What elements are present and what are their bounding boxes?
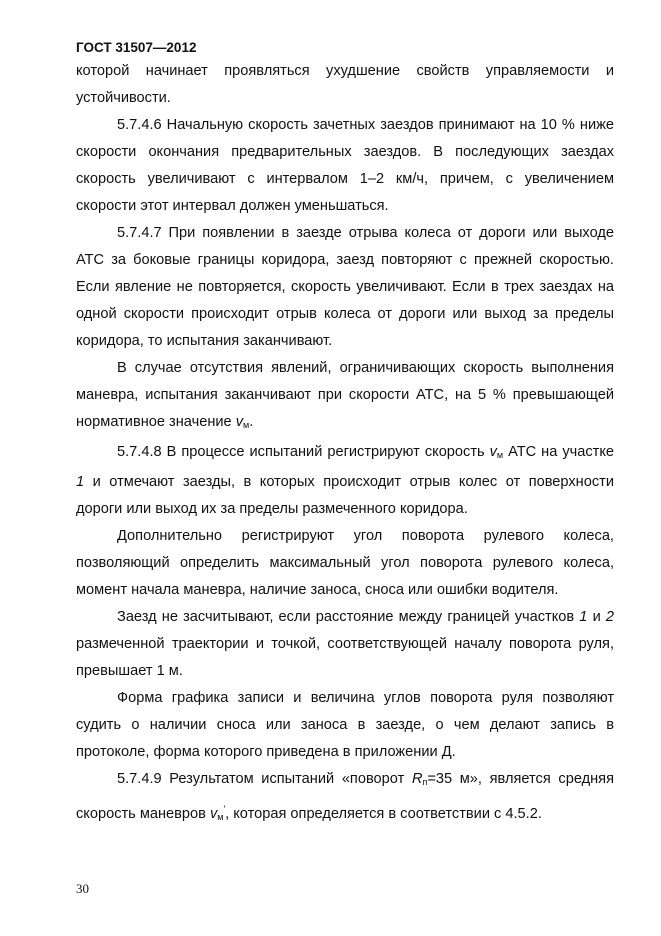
paragraph (76, 604, 614, 685)
symbol-v: v (489, 444, 497, 460)
paragraph: которой начинает проявляться ухудшение свойств управляемости и устойчивости. (76, 63, 614, 106)
subscript-m: м (496, 450, 504, 460)
paragraph: Форма графика записи и величина углов поворота руля позволяют судить о наличии сноса или заноса в заезде, о чем делают запись в протоколе, форма которого приведена в приложении Д. (76, 690, 614, 760)
page-number: 30 (76, 881, 89, 896)
text: Заезд не засчитывают, если расстояние между границей участков (117, 609, 575, 625)
segment-2: 2 (605, 609, 614, 625)
subscript-n: п (422, 777, 428, 787)
document-code: ГОСТ 31507—2012 (76, 40, 197, 55)
subscript-m: м (217, 811, 224, 822)
text: АТС на участке (508, 444, 614, 460)
text: В случае отсутствия явлений, ограничивающих скорость выполнения маневра, испытания заканчивают при скорости АТС, на 5 % превышающей нормативное значение (76, 360, 614, 430)
paragraph (76, 766, 614, 831)
paragraph: Дополнительно регистрируют угол поворота рулевого колеса, позволяющий определить максимальный угол поворота рулевого колеса, момент начала маневра, наличие заноса, сноса или ошибки водителя. (76, 528, 614, 598)
symbol-v: v (235, 414, 244, 430)
segment-1: 1 (579, 609, 588, 625)
segment-1: 1 (76, 474, 85, 490)
symbol-r: R (411, 771, 423, 787)
paragraph: 5.7.4.7 При появлении в заезде отрыва колеса от дороги или выходе АТС за боковые границы коридора, заезд повторяют с прежней скоростью. Если явление не повторяется, скорость увеличивают. Если в трех заездах на одной скорости происходит отрыв колеса от дороги или выход за пределы коридора, то испытания заканчивают. (76, 225, 614, 349)
paragraph: 5.7.4.6 Начальную скорость зачетных заездов принимают на 10 % ниже скорости окончания предварительных заездов. В последующих заездах скорость увеличивают с интервалом 1–2 км/ч, причем, с увеличением скорости этот интервал должен уменьшаться. (76, 117, 614, 214)
text: , которая определяется в соответствии с 4.5.2. (225, 805, 542, 822)
text: и (592, 609, 601, 625)
text: размеченной траектории и точкой, соответствующей началу поворота руля, превышает 1 м. (76, 636, 614, 679)
text: . (249, 414, 254, 430)
document-body (76, 58, 614, 831)
text: 5.7.4.8 В процессе испытаний регистрируют скорость (117, 444, 485, 460)
text: 5.7.4.9 Результатом испытаний «поворот (117, 771, 405, 787)
paragraph (76, 439, 614, 523)
symbol-v: v (209, 805, 218, 822)
text: и отмечают заезды, в которых происходит отрыв колес от поверхности дороги или выход их за пределы размеченного коридора. (76, 474, 614, 517)
paragraph (76, 355, 614, 439)
text: =35 м», является средняя скорость маневров (76, 771, 614, 822)
subscript-m: м (243, 420, 250, 430)
prime-mark: ′ (223, 804, 226, 814)
